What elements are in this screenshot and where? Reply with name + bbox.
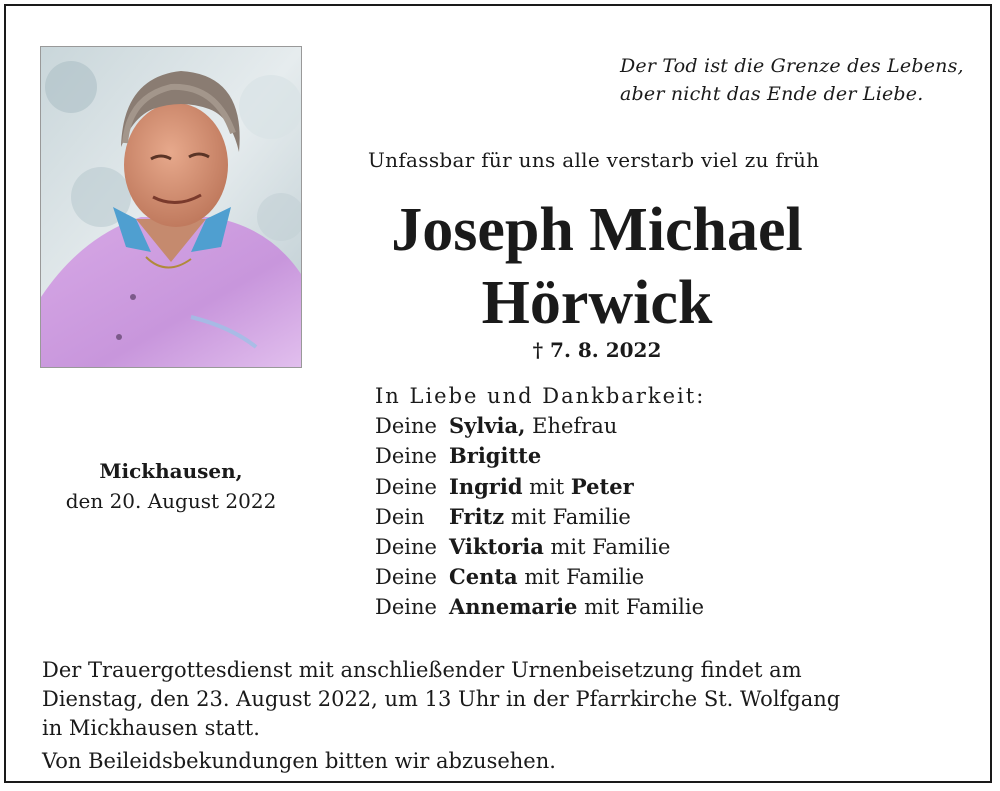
mourner-entry (375, 562, 705, 592)
mourner-relation: mit Familie (577, 595, 704, 620)
mourner-entry (375, 411, 705, 441)
deceased-surname: Hörwick (481, 269, 713, 337)
place-town: Mickhausen, (99, 459, 243, 483)
mourner-relation: mit Familie (517, 565, 645, 590)
intro-line: Unfassbar für uns alle verstarb viel zu früh (368, 148, 820, 172)
mourner-name: Viktoria (449, 534, 544, 560)
mourner-entry (375, 472, 705, 502)
place-and-date (36, 456, 306, 516)
mourners-heading: In Liebe und Dankbarkeit: (375, 384, 706, 408)
mourner-relation: mit Familie (504, 504, 631, 529)
mourner-name: Centa (449, 564, 518, 590)
mourner-prefix: Deine (375, 595, 437, 620)
portrait-image (41, 47, 302, 368)
mourner-name: Sylvia, (449, 413, 526, 439)
portrait-photo (40, 46, 302, 368)
mourner-connector: mit (522, 474, 571, 499)
notice-date: den 20. August 2022 (65, 489, 277, 513)
mourner-prefix: Deine (375, 565, 437, 590)
mourner-name: Annemarie (449, 594, 578, 620)
mourner-entry (375, 592, 705, 622)
quote-line-2: aber nicht das Ende der Liebe. (620, 83, 924, 105)
service-line-2: Dienstag, den 23. August 2022, um 13 Uhr in der Pfarrkirche St. Wolfgang (42, 687, 841, 711)
condolence-note: Von Beileidsbekundungen bitten wir abzusehen. (42, 749, 556, 773)
service-info (42, 656, 942, 776)
mourner-name: Brigitte (449, 443, 542, 469)
mourner-partner-name: Peter (570, 473, 634, 499)
mourner-entry (375, 441, 705, 471)
mourner-prefix: Deine (375, 474, 437, 499)
mourner-relation: mit Familie (543, 535, 671, 560)
mourner-prefix: Deine (375, 444, 437, 469)
mourners-list (375, 382, 705, 623)
mourner-entry (375, 532, 705, 562)
mourner-name: Ingrid (449, 473, 523, 499)
memorial-quote (620, 52, 964, 108)
mourner-prefix: Dein (375, 504, 425, 529)
obituary-notice (4, 4, 992, 783)
mourner-prefix: Deine (375, 414, 437, 439)
quote-line-1: Der Tod ist die Grenze des Lebens, (620, 55, 964, 77)
mourner-relation: Ehefrau (525, 414, 618, 439)
service-line-3: in Mickhausen statt. (42, 716, 260, 740)
mourner-entry (375, 502, 705, 532)
deceased-first-names: Joseph Michael (391, 196, 803, 264)
mourner-name: Fritz (449, 503, 505, 529)
mourner-prefix: Deine (375, 535, 437, 560)
death-date: † 7. 8. 2022 (532, 338, 662, 362)
service-line-1: Der Trauergottesdienst mit anschließender Urnenbeisetzung findet am (42, 658, 802, 682)
